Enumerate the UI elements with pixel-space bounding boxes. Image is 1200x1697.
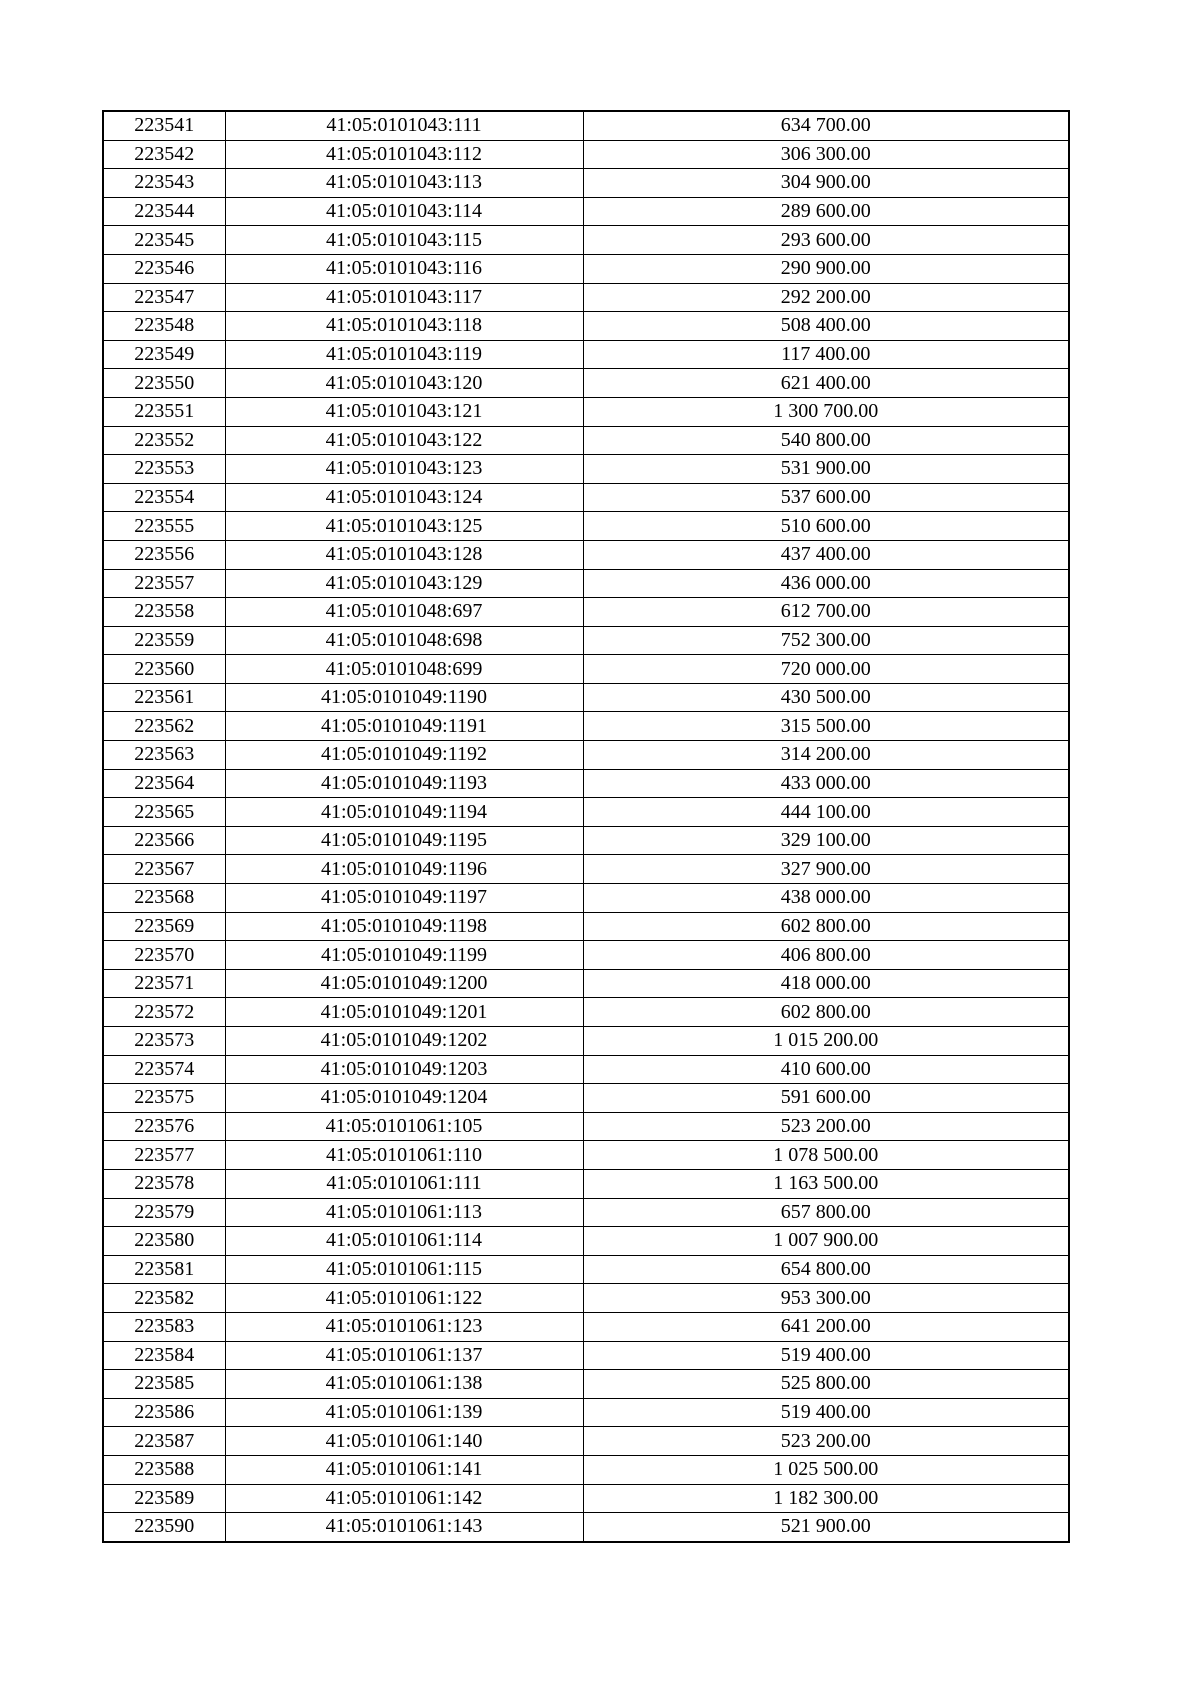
cadastral-number-cell: 41:05:0101061:110 xyxy=(225,1141,583,1170)
cadastral-number-cell: 41:05:0101043:115 xyxy=(225,226,583,255)
row-number-cell: 223544 xyxy=(103,197,225,226)
cadastral-number-cell: 41:05:0101043:112 xyxy=(225,140,583,169)
cadastral-number-cell: 41:05:0101043:122 xyxy=(225,426,583,455)
table-row xyxy=(103,540,1069,569)
cadastral-number-cell: 41:05:0101043:116 xyxy=(225,254,583,283)
table-row xyxy=(103,1169,1069,1198)
cadastral-number-cell: 41:05:0101043:118 xyxy=(225,312,583,341)
table-row xyxy=(103,1112,1069,1141)
cadastral-number-cell: 41:05:0101043:128 xyxy=(225,540,583,569)
cadastral-number-cell: 41:05:0101061:105 xyxy=(225,1112,583,1141)
table-row xyxy=(103,283,1069,312)
cadastral-number-cell: 41:05:0101048:699 xyxy=(225,655,583,684)
cadastral-value-cell: 444 100.00 xyxy=(583,798,1069,827)
row-number-cell: 223545 xyxy=(103,226,225,255)
row-number-cell: 223555 xyxy=(103,512,225,541)
cadastral-number-cell: 41:05:0101043:129 xyxy=(225,569,583,598)
document-page xyxy=(102,110,1068,1543)
cadastral-value-cell: 410 600.00 xyxy=(583,1055,1069,1084)
cadastral-number-cell: 41:05:0101043:120 xyxy=(225,369,583,398)
cadastral-number-cell: 41:05:0101061:122 xyxy=(225,1284,583,1313)
cadastral-value-cell: 602 800.00 xyxy=(583,912,1069,941)
cadastral-number-cell: 41:05:0101043:124 xyxy=(225,483,583,512)
cadastral-number-cell: 41:05:0101061:111 xyxy=(225,1169,583,1198)
table-row xyxy=(103,655,1069,684)
cadastral-value-cell: 523 200.00 xyxy=(583,1427,1069,1456)
table-row xyxy=(103,197,1069,226)
table-row xyxy=(103,626,1069,655)
cadastral-number-cell: 41:05:0101043:125 xyxy=(225,512,583,541)
cadastral-value-cell: 531 900.00 xyxy=(583,455,1069,484)
row-number-cell: 223541 xyxy=(103,111,225,140)
table-row xyxy=(103,426,1069,455)
cadastral-number-cell: 41:05:0101061:137 xyxy=(225,1341,583,1370)
row-number-cell: 223567 xyxy=(103,855,225,884)
row-number-cell: 223583 xyxy=(103,1312,225,1341)
cadastral-number-cell: 41:05:0101061:139 xyxy=(225,1398,583,1427)
cadastral-number-cell: 41:05:0101049:1190 xyxy=(225,683,583,712)
row-number-cell: 223572 xyxy=(103,998,225,1027)
table-row xyxy=(103,569,1069,598)
row-number-cell: 223550 xyxy=(103,369,225,398)
cadastral-number-cell: 41:05:0101061:140 xyxy=(225,1427,583,1456)
cadastral-value-cell: 525 800.00 xyxy=(583,1370,1069,1399)
cadastral-value-cell: 314 200.00 xyxy=(583,741,1069,770)
table-row xyxy=(103,741,1069,770)
cadastral-value-cell: 612 700.00 xyxy=(583,598,1069,627)
cadastral-value-cell: 430 500.00 xyxy=(583,683,1069,712)
cadastral-number-cell: 41:05:0101049:1204 xyxy=(225,1084,583,1113)
table-row xyxy=(103,683,1069,712)
row-number-cell: 223559 xyxy=(103,626,225,655)
table-row xyxy=(103,169,1069,198)
cadastral-value-cell: 654 800.00 xyxy=(583,1255,1069,1284)
row-number-cell: 223561 xyxy=(103,683,225,712)
cadastral-number-cell: 41:05:0101043:111 xyxy=(225,111,583,140)
cadastral-value-cell: 720 000.00 xyxy=(583,655,1069,684)
cadastral-value-cell: 621 400.00 xyxy=(583,369,1069,398)
table-row xyxy=(103,1427,1069,1456)
cadastral-number-cell: 41:05:0101061:115 xyxy=(225,1255,583,1284)
cadastral-value-cell: 519 400.00 xyxy=(583,1341,1069,1370)
cadastral-value-cell: 293 600.00 xyxy=(583,226,1069,255)
row-number-cell: 223551 xyxy=(103,397,225,426)
row-number-cell: 223577 xyxy=(103,1141,225,1170)
cadastral-number-cell: 41:05:0101049:1192 xyxy=(225,741,583,770)
table-row xyxy=(103,1027,1069,1056)
row-number-cell: 223562 xyxy=(103,712,225,741)
row-number-cell: 223570 xyxy=(103,941,225,970)
row-number-cell: 223574 xyxy=(103,1055,225,1084)
row-number-cell: 223564 xyxy=(103,769,225,798)
row-number-cell: 223571 xyxy=(103,969,225,998)
cadastral-number-cell: 41:05:0101061:138 xyxy=(225,1370,583,1399)
cadastral-value-cell: 510 600.00 xyxy=(583,512,1069,541)
cadastral-value-cell: 508 400.00 xyxy=(583,312,1069,341)
row-number-cell: 223584 xyxy=(103,1341,225,1370)
cadastral-value-cell: 523 200.00 xyxy=(583,1112,1069,1141)
cadastral-number-cell: 41:05:0101043:123 xyxy=(225,455,583,484)
row-number-cell: 223576 xyxy=(103,1112,225,1141)
cadastral-value-cell: 591 600.00 xyxy=(583,1084,1069,1113)
cadastral-number-cell: 41:05:0101061:123 xyxy=(225,1312,583,1341)
cadastral-value-cell: 602 800.00 xyxy=(583,998,1069,1027)
table-row xyxy=(103,826,1069,855)
cadastral-value-cell: 292 200.00 xyxy=(583,283,1069,312)
table-row xyxy=(103,1227,1069,1256)
cadastral-number-cell: 41:05:0101049:1201 xyxy=(225,998,583,1027)
table-row xyxy=(103,340,1069,369)
table-row xyxy=(103,998,1069,1027)
table-row xyxy=(103,1055,1069,1084)
row-number-cell: 223582 xyxy=(103,1284,225,1313)
cadastral-value-cell: 289 600.00 xyxy=(583,197,1069,226)
cadastral-value-cell: 1 078 500.00 xyxy=(583,1141,1069,1170)
table-row xyxy=(103,1455,1069,1484)
cadastral-number-cell: 41:05:0101061:113 xyxy=(225,1198,583,1227)
row-number-cell: 223590 xyxy=(103,1513,225,1542)
table-row xyxy=(103,798,1069,827)
table-row xyxy=(103,455,1069,484)
table-row xyxy=(103,312,1069,341)
cadastral-number-cell: 41:05:0101043:114 xyxy=(225,197,583,226)
cadastral-value-cell: 1 163 500.00 xyxy=(583,1169,1069,1198)
table-row xyxy=(103,483,1069,512)
cadastral-value-cell: 519 400.00 xyxy=(583,1398,1069,1427)
table-row xyxy=(103,111,1069,140)
row-number-cell: 223587 xyxy=(103,1427,225,1456)
cadastral-value-cell: 406 800.00 xyxy=(583,941,1069,970)
row-number-cell: 223546 xyxy=(103,254,225,283)
table-row xyxy=(103,226,1069,255)
cadastral-number-cell: 41:05:0101049:1196 xyxy=(225,855,583,884)
row-number-cell: 223554 xyxy=(103,483,225,512)
cadastral-number-cell: 41:05:0101049:1200 xyxy=(225,969,583,998)
row-number-cell: 223586 xyxy=(103,1398,225,1427)
row-number-cell: 223578 xyxy=(103,1169,225,1198)
cadastral-value-cell: 117 400.00 xyxy=(583,340,1069,369)
cadastral-value-cell: 304 900.00 xyxy=(583,169,1069,198)
row-number-cell: 223542 xyxy=(103,140,225,169)
row-number-cell: 223552 xyxy=(103,426,225,455)
cadastral-number-cell: 41:05:0101061:114 xyxy=(225,1227,583,1256)
table-row xyxy=(103,397,1069,426)
row-number-cell: 223557 xyxy=(103,569,225,598)
cadastral-value-cell: 540 800.00 xyxy=(583,426,1069,455)
cadastral-value-cell: 290 900.00 xyxy=(583,254,1069,283)
cadastral-value-cell: 641 200.00 xyxy=(583,1312,1069,1341)
row-number-cell: 223580 xyxy=(103,1227,225,1256)
cadastral-value-cell: 1 025 500.00 xyxy=(583,1455,1069,1484)
table-row xyxy=(103,1141,1069,1170)
table-row xyxy=(103,1341,1069,1370)
table-row xyxy=(103,1198,1069,1227)
row-number-cell: 223573 xyxy=(103,1027,225,1056)
cadastral-number-cell: 41:05:0101049:1194 xyxy=(225,798,583,827)
cadastral-value-cell: 634 700.00 xyxy=(583,111,1069,140)
table-row xyxy=(103,884,1069,913)
cadastral-value-cell: 329 100.00 xyxy=(583,826,1069,855)
table-row xyxy=(103,1284,1069,1313)
cadastral-value-cell: 521 900.00 xyxy=(583,1513,1069,1542)
row-number-cell: 223548 xyxy=(103,312,225,341)
cadastral-value-cell: 1 300 700.00 xyxy=(583,397,1069,426)
table-row xyxy=(103,254,1069,283)
cadastral-number-cell: 41:05:0101049:1203 xyxy=(225,1055,583,1084)
row-number-cell: 223565 xyxy=(103,798,225,827)
row-number-cell: 223558 xyxy=(103,598,225,627)
row-number-cell: 223563 xyxy=(103,741,225,770)
cadastral-number-cell: 41:05:0101049:1197 xyxy=(225,884,583,913)
table-row xyxy=(103,140,1069,169)
table-row xyxy=(103,712,1069,741)
cadastral-value-cell: 953 300.00 xyxy=(583,1284,1069,1313)
row-number-cell: 223575 xyxy=(103,1084,225,1113)
table-row xyxy=(103,1084,1069,1113)
cadastral-number-cell: 41:05:0101043:117 xyxy=(225,283,583,312)
cadastral-value-cell: 315 500.00 xyxy=(583,712,1069,741)
cadastral-number-cell: 41:05:0101049:1191 xyxy=(225,712,583,741)
cadastral-number-cell: 41:05:0101049:1195 xyxy=(225,826,583,855)
cadastral-value-cell: 537 600.00 xyxy=(583,483,1069,512)
row-number-cell: 223569 xyxy=(103,912,225,941)
cadastral-number-cell: 41:05:0101061:143 xyxy=(225,1513,583,1542)
cadastral-number-cell: 41:05:0101043:113 xyxy=(225,169,583,198)
cadastral-value-cell: 433 000.00 xyxy=(583,769,1069,798)
cadastral-value-cell: 306 300.00 xyxy=(583,140,1069,169)
cadastral-number-cell: 41:05:0101043:119 xyxy=(225,340,583,369)
cadastral-number-cell: 41:05:0101049:1193 xyxy=(225,769,583,798)
table-row xyxy=(103,369,1069,398)
table-row xyxy=(103,1398,1069,1427)
cadastral-number-cell: 41:05:0101049:1199 xyxy=(225,941,583,970)
table-row xyxy=(103,1312,1069,1341)
row-number-cell: 223581 xyxy=(103,1255,225,1284)
cadastral-value-cell: 752 300.00 xyxy=(583,626,1069,655)
table-row xyxy=(103,912,1069,941)
cadastral-value-cell: 327 900.00 xyxy=(583,855,1069,884)
cadastral-number-cell: 41:05:0101048:697 xyxy=(225,598,583,627)
row-number-cell: 223547 xyxy=(103,283,225,312)
cadastral-value-cell: 418 000.00 xyxy=(583,969,1069,998)
table-body xyxy=(103,111,1069,1542)
table-row xyxy=(103,769,1069,798)
cadastral-value-cell: 1 182 300.00 xyxy=(583,1484,1069,1513)
table-row xyxy=(103,1255,1069,1284)
row-number-cell: 223560 xyxy=(103,655,225,684)
cadastral-value-cell: 436 000.00 xyxy=(583,569,1069,598)
cadastral-value-cell: 438 000.00 xyxy=(583,884,1069,913)
cadastral-number-cell: 41:05:0101043:121 xyxy=(225,397,583,426)
cadastral-number-cell: 41:05:0101061:141 xyxy=(225,1455,583,1484)
table-row xyxy=(103,969,1069,998)
table-row xyxy=(103,598,1069,627)
table-row xyxy=(103,1370,1069,1399)
row-number-cell: 223568 xyxy=(103,884,225,913)
cadastral-number-cell: 41:05:0101061:142 xyxy=(225,1484,583,1513)
row-number-cell: 223543 xyxy=(103,169,225,198)
row-number-cell: 223585 xyxy=(103,1370,225,1399)
row-number-cell: 223553 xyxy=(103,455,225,484)
cadastral-number-cell: 41:05:0101049:1198 xyxy=(225,912,583,941)
table-row xyxy=(103,941,1069,970)
row-number-cell: 223566 xyxy=(103,826,225,855)
cadastral-value-table xyxy=(102,110,1070,1543)
row-number-cell: 223549 xyxy=(103,340,225,369)
table-row xyxy=(103,1513,1069,1542)
cadastral-number-cell: 41:05:0101049:1202 xyxy=(225,1027,583,1056)
cadastral-value-cell: 657 800.00 xyxy=(583,1198,1069,1227)
cadastral-value-cell: 1 007 900.00 xyxy=(583,1227,1069,1256)
cadastral-number-cell: 41:05:0101048:698 xyxy=(225,626,583,655)
cadastral-value-cell: 437 400.00 xyxy=(583,540,1069,569)
table-row xyxy=(103,512,1069,541)
row-number-cell: 223589 xyxy=(103,1484,225,1513)
table-row xyxy=(103,1484,1069,1513)
row-number-cell: 223588 xyxy=(103,1455,225,1484)
row-number-cell: 223579 xyxy=(103,1198,225,1227)
table-row xyxy=(103,855,1069,884)
cadastral-value-cell: 1 015 200.00 xyxy=(583,1027,1069,1056)
row-number-cell: 223556 xyxy=(103,540,225,569)
